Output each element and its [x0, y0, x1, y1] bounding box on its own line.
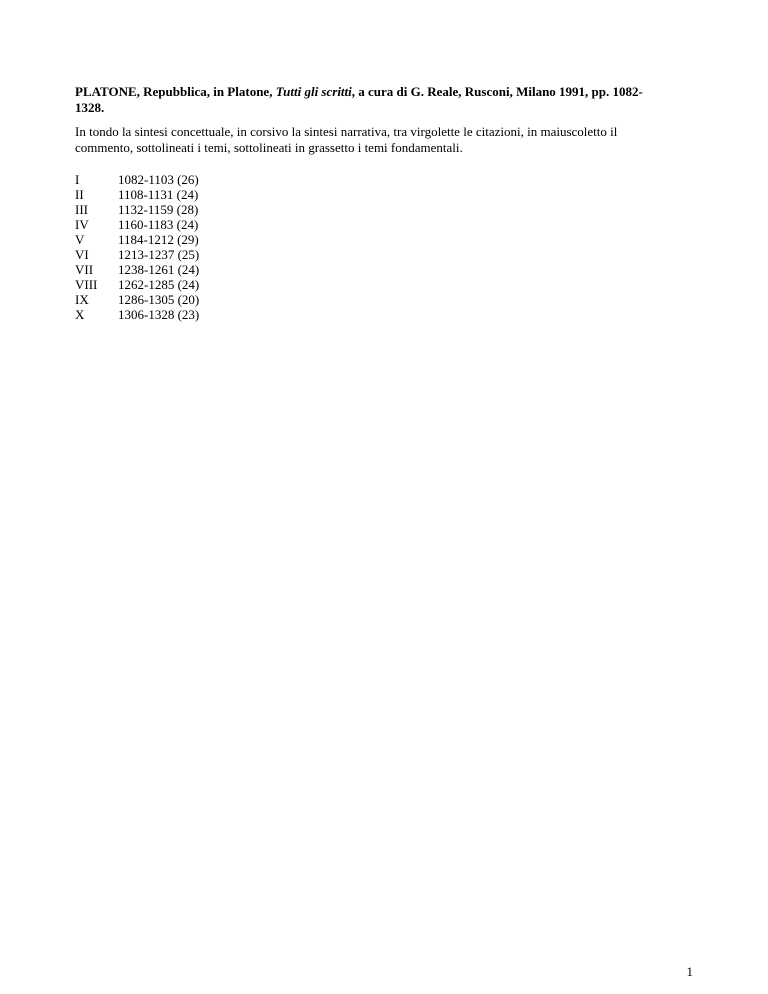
heading-publication-details: , a cura di G. Reale, Rusconi, Milano 1991, pp. 1082-: [351, 84, 643, 99]
book-page-range: 1286-1305 (20): [118, 292, 200, 307]
book-number: X: [75, 307, 85, 322]
table-row: [75, 277, 199, 292]
heading-italic-title: Tutti gli scritti: [275, 84, 352, 99]
table-row: [75, 217, 199, 232]
book-page-range: 1238-1261 (24): [118, 262, 200, 277]
table-row: [75, 202, 199, 217]
book-page-range: 1082-1103 (26): [118, 172, 199, 187]
heading-end-page: 1328.: [75, 100, 105, 115]
table-row: [75, 262, 199, 277]
bibliographic-heading: [75, 84, 700, 116]
book-page-range: 1108-1131 (24): [118, 187, 199, 202]
table-row: [75, 172, 199, 187]
books-page-table: [75, 172, 199, 322]
table-row: [75, 232, 199, 247]
book-page-range: 1262-1285 (24): [118, 277, 200, 292]
book-number: IX: [75, 292, 89, 307]
formatting-legend: [75, 124, 705, 156]
book-number: VI: [75, 247, 89, 262]
book-page-range: 1132-1159 (28): [118, 202, 199, 217]
page-number: 1: [686, 964, 693, 979]
book-number: IV: [75, 217, 89, 232]
book-page-range: 1306-1328 (23): [118, 307, 200, 322]
legend-line-1: In tondo la sintesi concettuale, in corsivo la sintesi narrativa, tra virgolette le citazioni, in maiuscoletto il: [75, 124, 618, 139]
heading-author-title: PLATONE, Repubblica, in Platone,: [75, 84, 276, 99]
book-page-range: 1213-1237 (25): [118, 247, 200, 262]
legend-line-2: commento, sottolineati i temi, sottolineati in grassetto i temi fondamentali.: [75, 140, 463, 155]
table-row: [75, 292, 199, 307]
book-number: III: [75, 202, 88, 217]
table-row: [75, 307, 199, 322]
book-page-range: 1184-1212 (29): [118, 232, 199, 247]
book-page-range: 1160-1183 (24): [118, 217, 199, 232]
book-number: VII: [75, 262, 94, 277]
book-number: V: [75, 232, 85, 247]
table-row: [75, 187, 199, 202]
table-row: [75, 247, 199, 262]
book-number: I: [75, 172, 80, 187]
book-number: II: [75, 187, 84, 202]
book-number: VIII: [75, 277, 98, 292]
